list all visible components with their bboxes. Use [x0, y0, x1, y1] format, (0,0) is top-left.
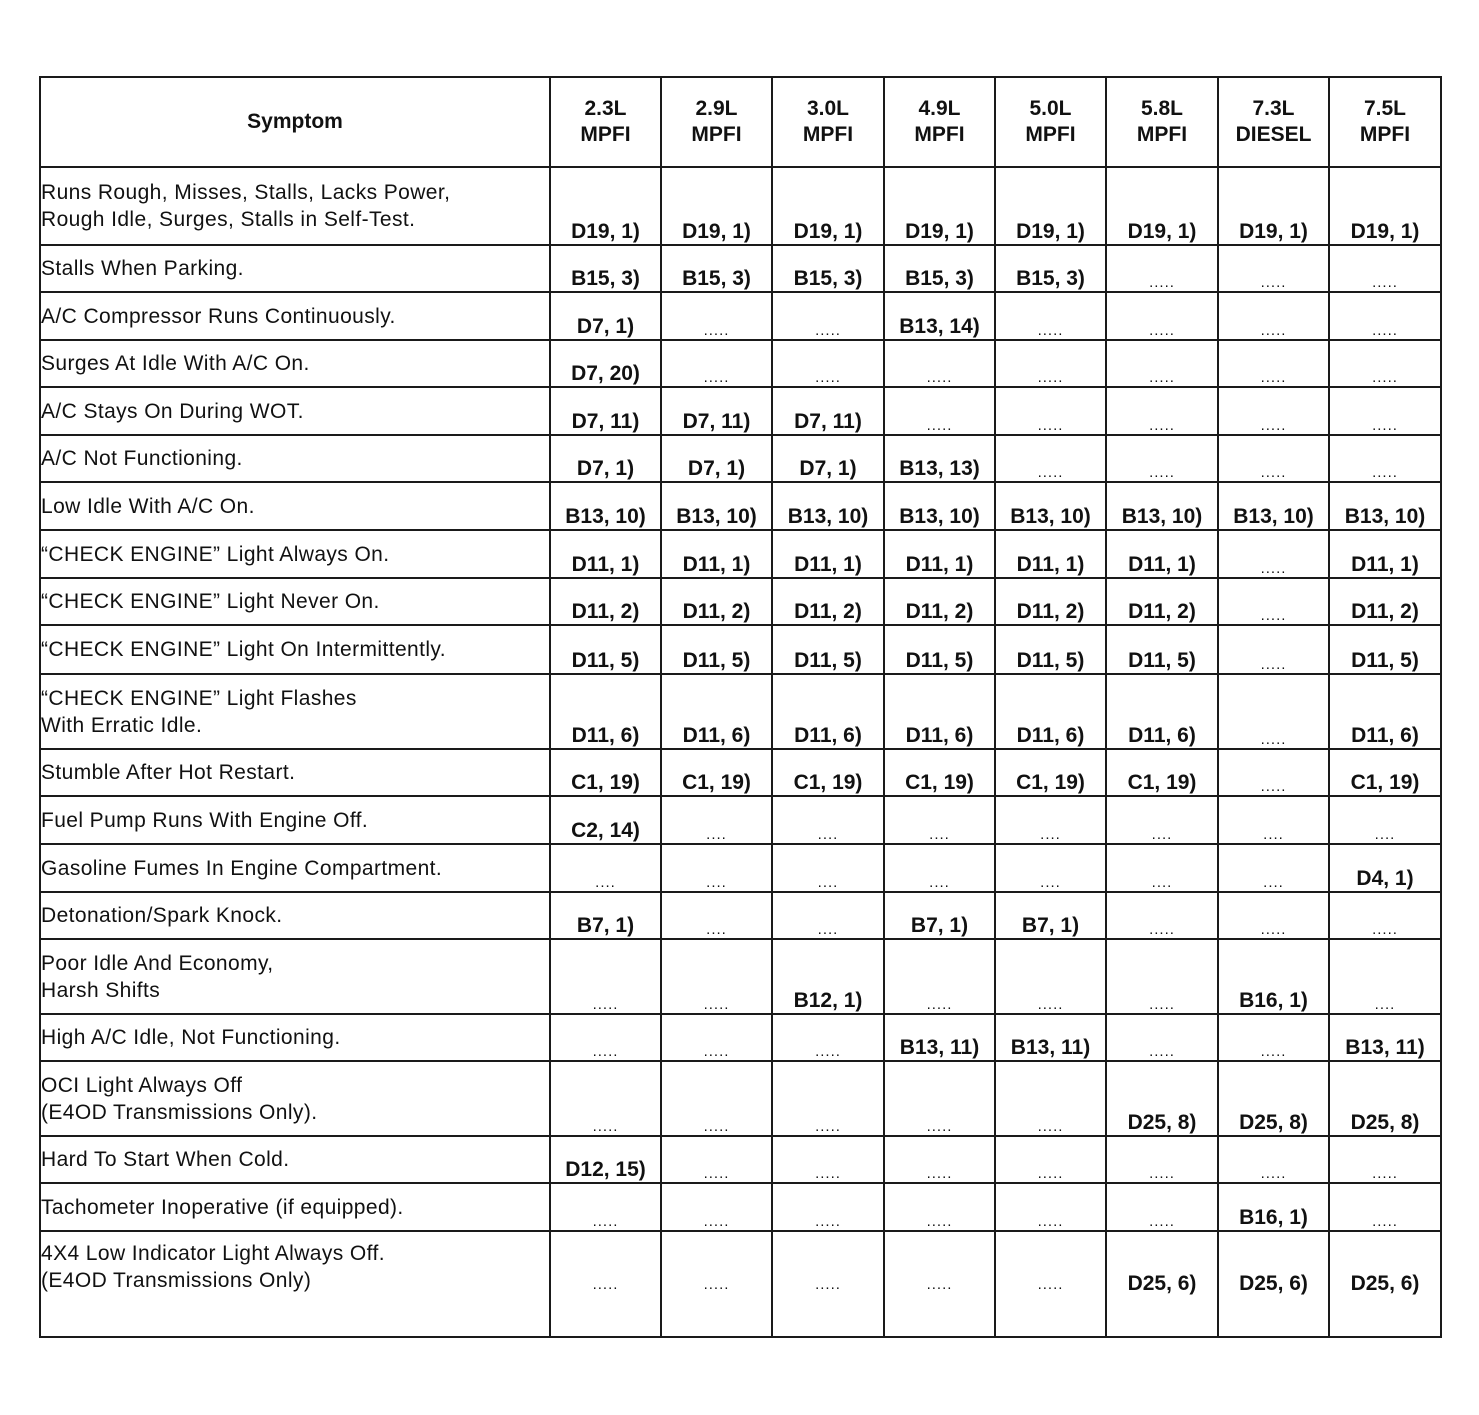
table-row: [40, 625, 1441, 674]
engine-type: MPFI: [802, 123, 854, 146]
diagnostic-code-cell: C1, 19): [884, 749, 995, 796]
diagnostic-code-cell: C1, 19): [772, 749, 884, 796]
diagnostic-code-cell: D7, 1): [772, 435, 884, 482]
diagnostic-code-cell: B13, 13): [884, 435, 995, 482]
diagnostic-code-cell: D11, 1): [772, 530, 884, 578]
engine-size: 4.9L: [918, 97, 961, 120]
diagnostic-code-cell: C1, 19): [1106, 749, 1218, 796]
empty-code-cell: .....: [772, 340, 884, 387]
empty-code-cell: .....: [772, 1231, 884, 1337]
engine-size: 7.3L: [1252, 97, 1295, 120]
table-row: [40, 674, 1441, 749]
symptom-text: A/C Compressor Runs Continuously.: [41, 304, 396, 328]
diagnostic-code-cell: B7, 1): [550, 892, 661, 939]
empty-code-cell: .....: [1218, 292, 1329, 340]
diagnostic-code-cell: D11, 5): [884, 625, 995, 674]
empty-code-cell: .....: [772, 1136, 884, 1183]
engine-type: MPFI: [1359, 123, 1411, 146]
empty-code-cell: ....: [661, 796, 772, 844]
diagnostic-code-cell: D11, 1): [1329, 530, 1441, 578]
symptom-cell: [40, 1061, 550, 1136]
symptom-text: Tachometer Inoperative (if equipped).: [41, 1195, 404, 1219]
diagnostic-code-cell: D19, 1): [1329, 167, 1441, 245]
engine-type: MPFI: [1025, 123, 1076, 146]
empty-code-cell: .....: [1329, 292, 1441, 340]
diagnostic-code-cell: D19, 1): [884, 167, 995, 245]
engine-header: [772, 77, 884, 167]
table-row: [40, 939, 1441, 1014]
table-row: [40, 796, 1441, 844]
table-row: [40, 749, 1441, 796]
symptom-text: A/C Stays On During WOT.: [41, 399, 304, 423]
symptom-table: [39, 76, 1442, 1338]
diagnostic-code-cell: D11, 6): [1329, 674, 1441, 749]
engine-header: [550, 77, 661, 167]
empty-code-cell: ....: [661, 844, 772, 892]
empty-code-cell: ....: [1329, 939, 1441, 1014]
table-row: [40, 1231, 1441, 1337]
empty-code-cell: .....: [1329, 245, 1441, 292]
diagnostic-code-cell: C1, 19): [1329, 749, 1441, 796]
diagnostic-code-cell: D7, 11): [772, 387, 884, 435]
table-row: [40, 578, 1441, 625]
empty-code-cell: ....: [1106, 844, 1218, 892]
empty-code-cell: .....: [1106, 387, 1218, 435]
diagnostic-code-cell: C1, 19): [550, 749, 661, 796]
empty-code-cell: ....: [1106, 796, 1218, 844]
symptom-table-body: [40, 167, 1441, 1337]
empty-code-cell: ....: [884, 796, 995, 844]
empty-code-cell: .....: [1218, 674, 1329, 749]
diagnostic-code-cell: B13, 10): [1106, 482, 1218, 530]
empty-code-cell: .....: [884, 1231, 995, 1337]
engine-size: 5.8L: [1140, 97, 1184, 120]
empty-code-cell: .....: [995, 387, 1106, 435]
diagnostic-code-cell: B13, 11): [995, 1014, 1106, 1061]
diagnostic-code-cell: B13, 10): [1329, 482, 1441, 530]
diagnostic-code-cell: B13, 10): [1218, 482, 1329, 530]
engine-header: [1106, 77, 1218, 167]
table-row: [40, 435, 1441, 482]
diagnostic-code-cell: B16, 1): [1218, 939, 1329, 1014]
symptom-text: A/C Not Functioning.: [41, 447, 243, 470]
diagnostic-code-cell: D11, 5): [995, 625, 1106, 674]
diagnostic-code-cell: B15, 3): [550, 245, 661, 292]
engine-type: MPFI: [1136, 123, 1188, 146]
empty-code-cell: .....: [661, 939, 772, 1014]
empty-code-cell: .....: [1106, 1183, 1218, 1231]
empty-code-cell: .....: [884, 1183, 995, 1231]
empty-code-cell: .....: [1218, 578, 1329, 625]
empty-code-cell: ....: [1218, 796, 1329, 844]
empty-code-cell: .....: [661, 1014, 772, 1061]
symptom-text: Gasoline Fumes In Engine Compartment.: [41, 856, 443, 880]
symptom-cell: [40, 674, 550, 749]
symptom-text: OCI Light Always Off: [41, 1073, 243, 1097]
symptom-text: Low Idle With A/C On.: [41, 494, 255, 518]
diagnostic-code-cell: D25, 8): [1218, 1061, 1329, 1136]
diagnostic-code-cell: D4, 1): [1329, 844, 1441, 892]
diagnostic-code-cell: B13, 10): [550, 482, 661, 530]
engine-header: [661, 77, 772, 167]
engine-size: 7.5L: [1363, 97, 1407, 120]
engine-header: [995, 77, 1106, 167]
diagnostic-code-cell: D19, 1): [772, 167, 884, 245]
symptom-text: Fuel Pump Runs With Engine Off.: [41, 808, 369, 832]
header-row: [40, 77, 1441, 167]
empty-code-cell: .....: [995, 1231, 1106, 1337]
diagnostic-code-cell: D19, 1): [1106, 167, 1218, 245]
empty-code-cell: .....: [550, 1061, 661, 1136]
empty-code-cell: ....: [772, 844, 884, 892]
empty-code-cell: ....: [884, 844, 995, 892]
empty-code-cell: .....: [1106, 245, 1218, 292]
diagnostic-code-cell: D11, 6): [884, 674, 995, 749]
symptom-text: “CHECK ENGINE” Light Never On.: [41, 590, 380, 613]
diagnostic-code-cell: B15, 3): [884, 245, 995, 292]
symptom-cell: [40, 167, 550, 245]
diagnostic-code-cell: B12, 1): [772, 939, 884, 1014]
diagnostic-code-cell: D19, 1): [661, 167, 772, 245]
diagnostic-code-cell: D11, 2): [550, 578, 661, 625]
diagnostic-code-cell: D11, 1): [995, 530, 1106, 578]
diagnostic-code-cell: B13, 11): [884, 1014, 995, 1061]
symptom-text: Poor Idle And Economy,: [41, 951, 274, 975]
diagnostic-code-cell: B15, 3): [661, 245, 772, 292]
table-row: [40, 482, 1441, 530]
empty-code-cell: ....: [995, 796, 1106, 844]
diagnostic-code-cell: D11, 5): [550, 625, 661, 674]
diagnostic-code-cell: C1, 19): [661, 749, 772, 796]
diagnostic-code-cell: D11, 1): [550, 530, 661, 578]
symptom-cell: [40, 1014, 550, 1061]
empty-code-cell: .....: [1329, 1136, 1441, 1183]
empty-code-cell: .....: [884, 1136, 995, 1183]
engine-type: MPFI: [914, 123, 965, 146]
engine-header: [1218, 77, 1329, 167]
engine-size: 2.9L: [695, 97, 738, 120]
symptom-text: Hard To Start When Cold.: [41, 1148, 290, 1171]
diagnostic-code-cell: D11, 5): [1329, 625, 1441, 674]
diagnostic-code-cell: D25, 8): [1106, 1061, 1218, 1136]
symptom-text: 4X4 Low Indicator Light Always Off.: [41, 1242, 385, 1265]
diagnostic-code-cell: D11, 6): [772, 674, 884, 749]
engine-type: MPFI: [691, 123, 742, 146]
empty-code-cell: ....: [772, 892, 884, 939]
empty-code-cell: .....: [550, 1183, 661, 1231]
empty-code-cell: .....: [661, 1231, 772, 1337]
diagnostic-code-cell: B13, 14): [884, 292, 995, 340]
engine-header: [1329, 77, 1441, 167]
table-row: [40, 387, 1441, 435]
symptom-text: Stumble After Hot Restart.: [41, 761, 296, 784]
engine-type: DIESEL: [1235, 123, 1312, 146]
symptom-column-header: Symptom: [40, 77, 550, 167]
empty-code-cell: .....: [1218, 1014, 1329, 1061]
diagnostic-code-cell: D11, 5): [772, 625, 884, 674]
diagnostic-code-cell: B13, 10): [995, 482, 1106, 530]
empty-code-cell: .....: [1106, 292, 1218, 340]
symptom-cell: [40, 482, 550, 530]
diagnostic-code-cell: D7, 11): [550, 387, 661, 435]
symptom-cell: [40, 1183, 550, 1231]
empty-code-cell: .....: [661, 340, 772, 387]
empty-code-cell: .....: [550, 939, 661, 1014]
empty-code-cell: .....: [995, 1183, 1106, 1231]
symptom-cell: [40, 245, 550, 292]
empty-code-cell: .....: [1218, 892, 1329, 939]
empty-code-cell: .....: [1329, 435, 1441, 482]
empty-code-cell: .....: [550, 1231, 661, 1337]
table-row: [40, 167, 1441, 245]
empty-code-cell: .....: [1218, 530, 1329, 578]
symptom-text: “CHECK ENGINE” Light On Intermittently.: [41, 638, 446, 661]
diagnostic-code-cell: D25, 6): [1329, 1231, 1441, 1337]
symptom-cell: [40, 625, 550, 674]
diagnostic-code-cell: C2, 14): [550, 796, 661, 844]
diagnostic-code-cell: D11, 6): [1106, 674, 1218, 749]
symptom-cell: [40, 892, 550, 939]
empty-code-cell: ....: [995, 844, 1106, 892]
symptom-cell: [40, 340, 550, 387]
empty-code-cell: .....: [1218, 245, 1329, 292]
diagnostic-code-cell: D7, 20): [550, 340, 661, 387]
empty-code-cell: .....: [1218, 1136, 1329, 1183]
symptom-cell: [40, 292, 550, 340]
empty-code-cell: ....: [772, 796, 884, 844]
empty-code-cell: .....: [995, 340, 1106, 387]
empty-code-cell: .....: [995, 435, 1106, 482]
diagnostic-code-cell: D11, 1): [1106, 530, 1218, 578]
table-row: [40, 1183, 1441, 1231]
diagnostic-code-cell: D7, 1): [550, 435, 661, 482]
symptom-text: Stalls When Parking.: [41, 257, 244, 280]
symptom-cell: [40, 749, 550, 796]
table-row: [40, 1014, 1441, 1061]
table-row: [40, 530, 1441, 578]
diagnostic-code-cell: B15, 3): [772, 245, 884, 292]
table-row: [40, 1061, 1441, 1136]
empty-code-cell: .....: [1218, 387, 1329, 435]
diagnostic-code-cell: D11, 2): [995, 578, 1106, 625]
empty-code-cell: .....: [1329, 1183, 1441, 1231]
diagnostic-code-cell: B13, 11): [1329, 1014, 1441, 1061]
empty-code-cell: .....: [1218, 340, 1329, 387]
empty-code-cell: .....: [772, 292, 884, 340]
engine-header: [884, 77, 995, 167]
symptom-text: “CHECK ENGINE” Light Always On.: [41, 542, 390, 566]
empty-code-cell: .....: [1218, 435, 1329, 482]
table-row: [40, 340, 1441, 387]
symptom-cell: [40, 1136, 550, 1183]
symptom-text: Rough Idle, Surges, Stalls in Self-Test.: [41, 208, 416, 231]
table-row: [40, 1136, 1441, 1183]
empty-code-cell: .....: [1329, 340, 1441, 387]
empty-code-cell: .....: [1218, 749, 1329, 796]
engine-size: 5.0L: [1029, 97, 1072, 120]
diagnostic-code-cell: D11, 2): [1106, 578, 1218, 625]
diagnostic-code-cell: B7, 1): [884, 892, 995, 939]
diagnostic-code-cell: D19, 1): [1218, 167, 1329, 245]
symptom-text: Detonation/Spark Knock.: [41, 904, 283, 927]
empty-code-cell: .....: [661, 292, 772, 340]
empty-code-cell: .....: [772, 1061, 884, 1136]
empty-code-cell: .....: [995, 939, 1106, 1014]
symptom-cell: [40, 387, 550, 435]
symptom-text: Harsh Shifts: [41, 978, 161, 1002]
diagnostic-code-cell: D25, 6): [1218, 1231, 1329, 1337]
symptom-text: Runs Rough, Misses, Stalls, Lacks Power,: [41, 181, 451, 204]
symptom-text: Surges At Idle With A/C On.: [41, 352, 310, 375]
symptom-text: With Erratic Idle.: [41, 713, 203, 737]
diagnostic-code-cell: D25, 6): [1106, 1231, 1218, 1337]
empty-code-cell: ....: [1329, 796, 1441, 844]
diagnostic-code-cell: B13, 10): [661, 482, 772, 530]
empty-code-cell: .....: [995, 1061, 1106, 1136]
empty-code-cell: .....: [995, 292, 1106, 340]
diagnostic-code-cell: D25, 8): [1329, 1061, 1441, 1136]
engine-size: 3.0L: [806, 97, 850, 120]
empty-code-cell: .....: [661, 1183, 772, 1231]
diagnostic-code-cell: C1, 19): [995, 749, 1106, 796]
symptom-cell: [40, 578, 550, 625]
empty-code-cell: .....: [1106, 939, 1218, 1014]
symptom-text: “CHECK ENGINE” Light Flashes: [41, 686, 357, 710]
diagnostic-code-cell: D11, 2): [1329, 578, 1441, 625]
empty-code-cell: .....: [772, 1014, 884, 1061]
symptom-cell: [40, 435, 550, 482]
engine-type: MPFI: [580, 123, 631, 146]
empty-code-cell: .....: [884, 939, 995, 1014]
diagnostic-code-cell: B7, 1): [995, 892, 1106, 939]
symptom-text: (E4OD Transmissions Only): [41, 1269, 312, 1292]
empty-code-cell: .....: [884, 1061, 995, 1136]
diagnostic-code-cell: D11, 6): [550, 674, 661, 749]
diagnostic-code-cell: D7, 1): [550, 292, 661, 340]
diagnostic-code-cell: D11, 2): [884, 578, 995, 625]
diagnostic-code-cell: D19, 1): [550, 167, 661, 245]
diagnostic-code-cell: D11, 1): [884, 530, 995, 578]
diagnostic-code-cell: D11, 5): [1106, 625, 1218, 674]
diagnostic-code-cell: B13, 10): [884, 482, 995, 530]
diagnostic-code-cell: B15, 3): [995, 245, 1106, 292]
empty-code-cell: .....: [1106, 892, 1218, 939]
symptom-cell: [40, 1231, 550, 1337]
empty-code-cell: .....: [1329, 387, 1441, 435]
table-row: [40, 892, 1441, 939]
empty-code-cell: ....: [1218, 844, 1329, 892]
diagnostic-code-cell: D7, 1): [661, 435, 772, 482]
engine-size: 2.3L: [584, 97, 627, 120]
empty-code-cell: .....: [1106, 340, 1218, 387]
symptom-cell: [40, 796, 550, 844]
diagnostic-code-cell: B16, 1): [1218, 1183, 1329, 1231]
empty-code-cell: .....: [884, 387, 995, 435]
table-row: [40, 844, 1441, 892]
diagnostic-code-cell: D7, 11): [661, 387, 772, 435]
symptom-text: High A/C Idle, Not Functioning.: [41, 1026, 341, 1049]
diagnostic-code-cell: D11, 6): [995, 674, 1106, 749]
empty-code-cell: .....: [661, 1061, 772, 1136]
diagnostic-code-cell: D11, 5): [661, 625, 772, 674]
table-row: [40, 292, 1441, 340]
diagnostic-code-cell: D19, 1): [995, 167, 1106, 245]
table-row: [40, 245, 1441, 292]
empty-code-cell: .....: [1106, 1014, 1218, 1061]
diagnostic-code-cell: D11, 6): [661, 674, 772, 749]
empty-code-cell: .....: [1106, 435, 1218, 482]
empty-code-cell: .....: [772, 1183, 884, 1231]
empty-code-cell: .....: [1106, 1136, 1218, 1183]
symptom-cell: [40, 939, 550, 1014]
empty-code-cell: .....: [995, 1136, 1106, 1183]
diagnostic-code-cell: D11, 1): [661, 530, 772, 578]
empty-code-cell: .....: [1218, 625, 1329, 674]
empty-code-cell: ....: [661, 892, 772, 939]
empty-code-cell: .....: [550, 1014, 661, 1061]
diagnostic-code-cell: D11, 2): [661, 578, 772, 625]
empty-code-cell: .....: [661, 1136, 772, 1183]
symptom-chart: [39, 76, 1442, 1338]
diagnostic-code-cell: D11, 2): [772, 578, 884, 625]
diagnostic-code-cell: D12, 15): [550, 1136, 661, 1183]
empty-code-cell: .....: [884, 340, 995, 387]
symptom-text: (E4OD Transmissions Only).: [41, 1100, 318, 1124]
empty-code-cell: ....: [550, 844, 661, 892]
symptom-cell: [40, 530, 550, 578]
diagnostic-code-cell: B13, 10): [772, 482, 884, 530]
symptom-cell: [40, 844, 550, 892]
empty-code-cell: .....: [1329, 892, 1441, 939]
